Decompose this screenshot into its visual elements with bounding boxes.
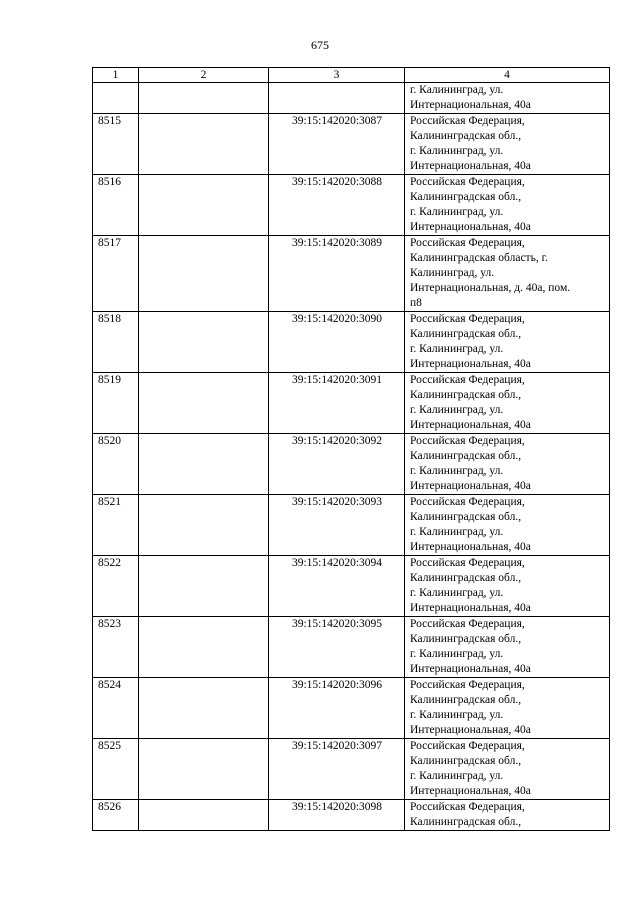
table-row: [93, 495, 610, 556]
row-number-cell: 8522: [93, 556, 139, 617]
row-empty-cell: [139, 800, 269, 831]
cadastral-number-cell: 39:15:142020:3094: [269, 556, 405, 617]
row-empty-cell: [139, 739, 269, 800]
continuation-address-cell: г. Калининград, ул. Интернациональная, 40а: [405, 83, 610, 114]
row-number-cell: 8520: [93, 434, 139, 495]
row-empty-cell: [139, 373, 269, 434]
cadastral-number-cell: 39:15:142020:3097: [269, 739, 405, 800]
row-number-cell: 8525: [93, 739, 139, 800]
table-row: [93, 617, 610, 678]
row-number-cell: 8518: [93, 312, 139, 373]
table-row: [93, 739, 610, 800]
cadastral-number-cell: 39:15:142020:3095: [269, 617, 405, 678]
column-header-3: 3: [269, 68, 405, 83]
table-row: [93, 434, 610, 495]
cadastral-number-cell: 39:15:142020:3093: [269, 495, 405, 556]
row-number-cell: 8521: [93, 495, 139, 556]
row-number-cell: 8519: [93, 373, 139, 434]
column-header-4: 4: [405, 68, 610, 83]
page-number: 675: [311, 38, 329, 52]
row-empty-cell: [139, 495, 269, 556]
cadastral-number-cell: 39:15:142020:3091: [269, 373, 405, 434]
address-cell: Российская Федерация, Калининградская обл., г. Калининград, ул. Интернациональная, 40а: [405, 678, 610, 739]
row-empty-cell: [139, 175, 269, 236]
table-body: [93, 83, 610, 831]
registry-table: [92, 67, 610, 831]
column-header-1: 1: [93, 68, 139, 83]
address-cell: Российская Федерация, Калининградская обл., г. Калининград, ул. Интернациональная, 40а: [405, 373, 610, 434]
address-cell: Российская Федерация, Калининградская обл., г. Калининград, ул. Интернациональная, 40а: [405, 434, 610, 495]
cadastral-number-cell: 39:15:142020:3098: [269, 800, 405, 831]
column-header-2: 2: [139, 68, 269, 83]
table-row: [93, 312, 610, 373]
table-row: [93, 175, 610, 236]
row-number-cell: 8517: [93, 236, 139, 312]
address-cell: Российская Федерация, Калининградская обл., г. Калининград, ул. Интернациональная, 40а: [405, 114, 610, 175]
row-number-cell: 8524: [93, 678, 139, 739]
table-row: [93, 678, 610, 739]
header-row: [93, 68, 610, 83]
address-cell: Российская Федерация, Калининградская обл., г. Калининград, ул. Интернациональная, 40а: [405, 175, 610, 236]
row-empty-cell: [139, 556, 269, 617]
table-row: [93, 236, 610, 312]
table-row: [93, 114, 610, 175]
table-header: [93, 68, 610, 83]
row-empty-cell: [139, 312, 269, 373]
address-cell: Российская Федерация, Калининградская обл., г. Калининград, ул. Интернациональная, 40а: [405, 617, 610, 678]
row-number-cell: 8516: [93, 175, 139, 236]
row-empty-cell: [139, 678, 269, 739]
table-row: [93, 373, 610, 434]
address-cell: Российская Федерация, Калининградская обл., г. Калининград, ул. Интернациональная, 40а: [405, 312, 610, 373]
address-cell: Российская Федерация, Калининградская область, г. Калининград, ул. Интернациональная, д. 40а, пом. п8: [405, 236, 610, 312]
row-empty-cell: [139, 114, 269, 175]
row-number-cell: 8523: [93, 617, 139, 678]
cadastral-number-cell: 39:15:142020:3088: [269, 175, 405, 236]
continuation-empty-cell: [139, 83, 269, 114]
cadastral-number-cell: 39:15:142020:3090: [269, 312, 405, 373]
cadastral-number-cell: 39:15:142020:3089: [269, 236, 405, 312]
address-cell: Российская Федерация, Калининградская обл.,: [405, 800, 610, 831]
table-row: [93, 556, 610, 617]
address-cell: Российская Федерация, Калининградская обл., г. Калининград, ул. Интернациональная, 40а: [405, 739, 610, 800]
row-empty-cell: [139, 434, 269, 495]
cadastral-number-cell: 39:15:142020:3087: [269, 114, 405, 175]
row-number-cell: 8526: [93, 800, 139, 831]
continuation-row: [93, 83, 610, 114]
row-empty-cell: [139, 617, 269, 678]
continuation-cadastral-cell: [269, 83, 405, 114]
cadastral-number-cell: 39:15:142020:3096: [269, 678, 405, 739]
table-row: [93, 800, 610, 831]
row-empty-cell: [139, 236, 269, 312]
address-cell: Российская Федерация, Калининградская обл., г. Калининград, ул. Интернациональная, 40а: [405, 495, 610, 556]
continuation-number-cell: [93, 83, 139, 114]
address-cell: Российская Федерация, Калининградская обл., г. Калининград, ул. Интернациональная, 40а: [405, 556, 610, 617]
row-number-cell: 8515: [93, 114, 139, 175]
cadastral-number-cell: 39:15:142020:3092: [269, 434, 405, 495]
